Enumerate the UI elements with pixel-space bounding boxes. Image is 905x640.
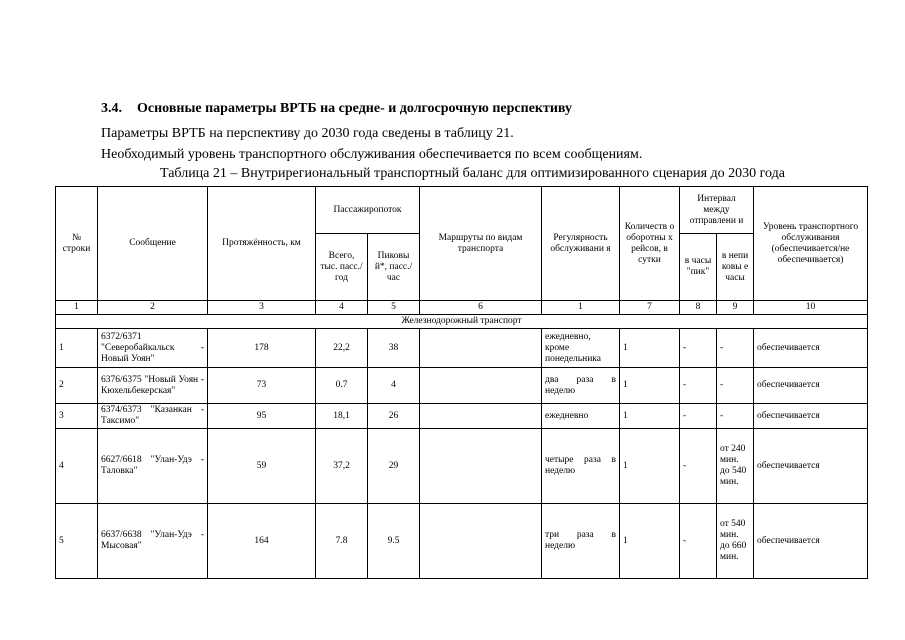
cell-level: обеспечивается	[754, 368, 868, 404]
cell-routes	[420, 504, 542, 579]
column-number: 7	[620, 301, 680, 315]
header-row-no: № строки	[56, 187, 98, 301]
cell-interval-peak: -	[680, 368, 717, 404]
header-flow-peak: Пиковы й*, пасс./час	[368, 234, 420, 301]
cell-length: 95	[208, 404, 316, 429]
cell-no: 4	[56, 429, 98, 504]
cell-total: 7.8	[316, 504, 368, 579]
header-flow: Пассажиропоток	[316, 187, 420, 234]
header-regularity: Регулярность обслуживани я	[542, 187, 620, 301]
cell-route: 6374/6373 "Казанкан - Таксимо"	[98, 404, 208, 429]
cell-total: 37,2	[316, 429, 368, 504]
section-title: Основные параметры ВРТБ на средне- и долгосрочную перспективу	[137, 101, 573, 116]
cell-peak: 4	[368, 368, 420, 404]
header-interval-peak: в часы "пик"	[680, 234, 717, 301]
column-number: 1	[542, 301, 620, 315]
cell-no: 5	[56, 504, 98, 579]
column-number: 1	[56, 301, 98, 315]
column-number: 4	[316, 301, 368, 315]
header-flow-total: Всего, тыс. пасс./год	[316, 234, 368, 301]
cell-length: 164	[208, 504, 316, 579]
cell-level: обеспечивается	[754, 329, 868, 368]
cell-route: 6376/6375 "Новый Уоян - Кюхельбекерская"	[98, 368, 208, 404]
cell-interval-offpeak: -	[717, 404, 754, 429]
cell-interval-peak: -	[680, 329, 717, 368]
paragraph-2: Необходимый уровень транспортного обслуживания обеспечивается по всем сообщениям.	[101, 147, 643, 162]
cell-total: 22,2	[316, 329, 368, 368]
cell-route: 6627/6618 "Улан-Удэ - Таловка"	[98, 429, 208, 504]
section-label: Железнодорожный транспорт	[56, 315, 868, 329]
cell-regularity: два раза в неделю	[542, 368, 620, 404]
cell-interval-peak: -	[680, 504, 717, 579]
column-number: 6	[420, 301, 542, 315]
header-route: Сообщение	[98, 187, 208, 301]
cell-trips: 1	[620, 368, 680, 404]
header-row-1	[56, 187, 868, 234]
column-number: 10	[754, 301, 868, 315]
cell-interval-peak: -	[680, 429, 717, 504]
table-row	[56, 368, 868, 404]
cell-interval-peak: -	[680, 404, 717, 429]
cell-level: обеспечивается	[754, 429, 868, 504]
cell-peak: 29	[368, 429, 420, 504]
section-row	[56, 315, 868, 329]
cell-no: 1	[56, 329, 98, 368]
cell-interval-offpeak: -	[717, 368, 754, 404]
section-number: 3.4.	[101, 101, 122, 116]
cell-interval-offpeak: -	[717, 329, 754, 368]
paragraph-1: Параметры ВРТБ на перспективу до 2030 года сведены в таблицу 21.	[101, 126, 514, 141]
cell-peak: 9.5	[368, 504, 420, 579]
cell-routes	[420, 368, 542, 404]
cell-no: 2	[56, 368, 98, 404]
column-number: 2	[98, 301, 208, 315]
header-level: Уровень транспортного обслуживания (обеспечивается/не обеспечивается)	[754, 187, 868, 301]
cell-regularity: четыре раза в неделю	[542, 429, 620, 504]
cell-length: 178	[208, 329, 316, 368]
cell-total: 18,1	[316, 404, 368, 429]
cell-route: 6372/6371 "Северобайкальск - Новый Уоян"	[98, 329, 208, 368]
cell-routes	[420, 329, 542, 368]
cell-length: 59	[208, 429, 316, 504]
header-routes-by-type: Маршруты по видам транспорта	[420, 187, 542, 301]
cell-trips: 1	[620, 504, 680, 579]
cell-interval-offpeak: от 540 мин. до 660 мин.	[717, 504, 754, 579]
cell-total: 0.7	[316, 368, 368, 404]
cell-regularity: ежедневно	[542, 404, 620, 429]
cell-trips: 1	[620, 329, 680, 368]
cell-level: обеспечивается	[754, 504, 868, 579]
cell-peak: 38	[368, 329, 420, 368]
cell-regularity: ежедневно, кроме понедельника	[542, 329, 620, 368]
table-row	[56, 329, 868, 368]
cell-peak: 26	[368, 404, 420, 429]
cell-no: 3	[56, 404, 98, 429]
table-row	[56, 429, 868, 504]
header-interval: Интервал между отправлени и	[680, 187, 754, 234]
cell-trips: 1	[620, 404, 680, 429]
column-number: 3	[208, 301, 316, 315]
table-caption: Таблица 21 – Внутрирегиональный транспортный баланс для оптимизированного сценария до 2030 года	[160, 166, 785, 181]
cell-routes	[420, 429, 542, 504]
transport-balance-table	[55, 186, 868, 579]
header-trips: Количеств о оборотны х рейсов, в сутки	[620, 187, 680, 301]
cell-trips: 1	[620, 429, 680, 504]
table-row	[56, 504, 868, 579]
section-heading	[101, 101, 572, 117]
cell-interval-offpeak: от 240 мин. до 540 мин.	[717, 429, 754, 504]
header-interval-offpeak: в непи ковы е часы	[717, 234, 754, 301]
column-number: 9	[717, 301, 754, 315]
column-number-row	[56, 301, 868, 315]
column-number: 5	[368, 301, 420, 315]
cell-length: 73	[208, 368, 316, 404]
cell-routes	[420, 404, 542, 429]
column-number: 8	[680, 301, 717, 315]
table-row	[56, 404, 868, 429]
cell-level: обеспечивается	[754, 404, 868, 429]
header-length: Протяжённость, км	[208, 187, 316, 301]
cell-route: 6637/6638 "Улан-Удэ - Мысовая"	[98, 504, 208, 579]
cell-regularity: три раза в неделю	[542, 504, 620, 579]
